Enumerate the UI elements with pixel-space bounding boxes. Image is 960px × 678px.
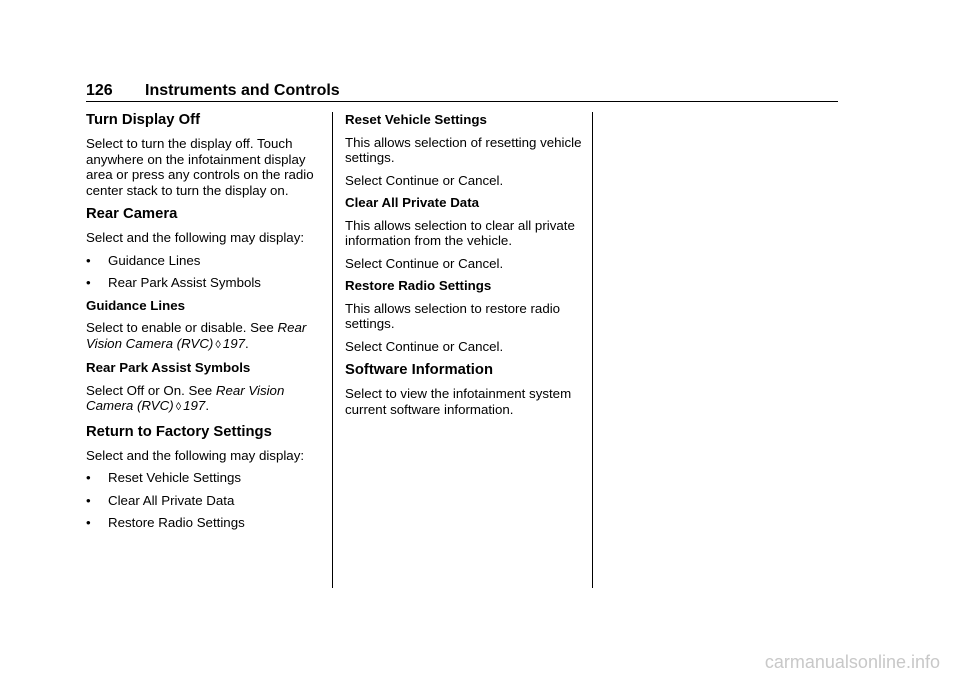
turn-display-off-text: Select to turn the display off. Touch anywhere on the infotainment display area or press any controls on the radio center stack to turn the display on. xyxy=(86,136,314,198)
cross-reference-icon: ◊ xyxy=(175,401,182,413)
bullet-icon: • xyxy=(86,252,91,268)
clear-data-action: Select Continue or Cancel. xyxy=(345,255,504,271)
sentence-end: . xyxy=(205,398,210,413)
footer xyxy=(0,646,960,678)
bullet-icon: • xyxy=(86,492,91,508)
bullet-icon: • xyxy=(86,515,91,530)
reset-vehicle-text: This allows selection of resetting vehicle settings. xyxy=(345,134,582,165)
factory-settings-heading: Return to Factory Settings xyxy=(86,423,272,440)
turn-display-off-heading: Turn Display Off xyxy=(86,112,200,128)
bullet-icon: • xyxy=(86,470,91,485)
rear-camera-intro: Select and the following may display: xyxy=(86,230,305,245)
guidance-lines-title: Guidance Lines xyxy=(86,297,186,313)
list-item-label: Clear All Private Data xyxy=(108,492,235,508)
list-item xyxy=(86,470,322,486)
clear-data-text: This allows selection to clear all private information from the vehicle. xyxy=(345,217,575,248)
list-item xyxy=(86,275,322,291)
list-item xyxy=(86,253,322,269)
right-column xyxy=(345,112,585,424)
cross-reference-icon: ◊ xyxy=(215,338,221,351)
left-column xyxy=(86,112,322,538)
restore-radio-text: This allows selection to restore radio settings. xyxy=(345,300,561,331)
reset-vehicle-title: Reset Vehicle Settings xyxy=(345,112,487,127)
rvc-page-number: 197 xyxy=(222,335,245,351)
section-title: Instruments and Controls xyxy=(145,82,340,99)
list-item xyxy=(86,493,322,509)
column-divider-right xyxy=(592,112,593,588)
factory-settings-intro: Select and the following may display: xyxy=(86,447,305,463)
reset-vehicle-action: Select Continue or Cancel. xyxy=(345,172,504,188)
rvc-page-number: 197 xyxy=(183,398,206,413)
park-assist-text xyxy=(86,383,322,416)
list-item-label: Reset Vehicle Settings xyxy=(108,470,242,485)
column-divider-left xyxy=(332,112,333,588)
park-assist-title: Rear Park Assist Symbols xyxy=(86,360,251,375)
list-item-label: Rear Park Assist Symbols xyxy=(108,275,261,290)
sentence-end: . xyxy=(244,335,249,351)
rvc-reference-link[interactable]: Rear Vision Camera (RVC) xyxy=(86,382,285,413)
list-item-label: Guidance Lines xyxy=(108,252,201,268)
clear-data-title: Clear All Private Data xyxy=(345,195,480,210)
rear-camera-heading: Rear Camera xyxy=(86,206,178,222)
rvc-reference-link[interactable]: Rear Vision Camera (RVC) xyxy=(86,320,307,351)
software-info-heading: Software Information xyxy=(345,362,493,378)
list-item xyxy=(86,515,322,531)
software-info-text: Select to view the infotainment system current software information. xyxy=(345,386,572,417)
watermark: carmanualsonline.info xyxy=(764,652,940,672)
page-number: 126 xyxy=(86,82,113,99)
list-item-label: Restore Radio Settings xyxy=(108,515,245,530)
restore-radio-action: Select Continue or Cancel. xyxy=(345,338,504,354)
guidance-lines-text xyxy=(86,320,322,353)
restore-radio-title: Restore Radio Settings xyxy=(345,278,492,293)
guidance-lines-body: Select to enable or disable. See xyxy=(86,320,278,335)
bullet-icon: • xyxy=(86,275,91,290)
page-header xyxy=(86,82,838,102)
park-assist-body: Select Off or On. See xyxy=(86,382,216,398)
